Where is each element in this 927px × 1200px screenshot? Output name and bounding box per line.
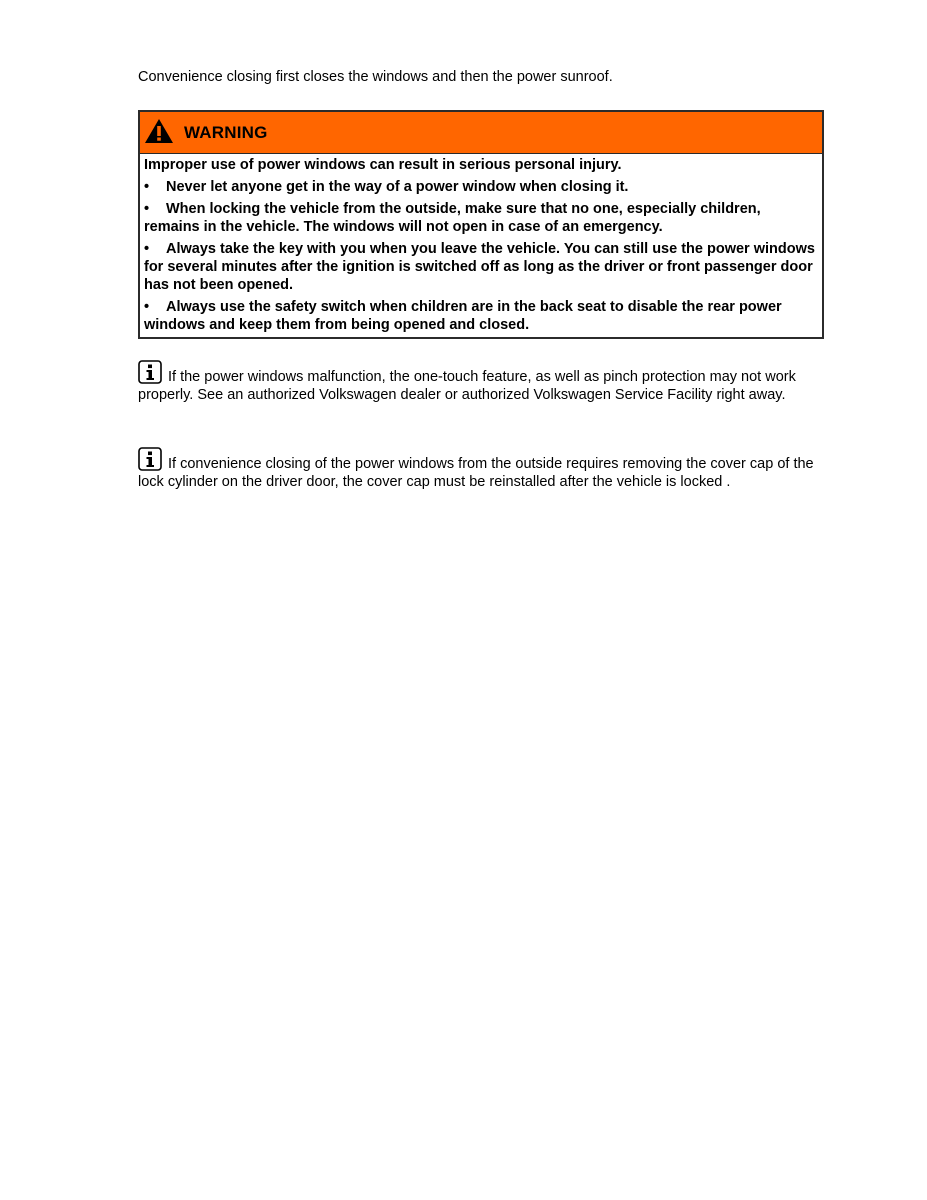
warning-body bbox=[140, 154, 822, 337]
bullet-icon: • bbox=[144, 179, 150, 195]
warning-bullet-text: Always take the key with you when you leave the vehicle. You can still use the power windows for several minutes after the ignition is switched off as long as the driver or front passenger door has not been opened. bbox=[144, 241, 815, 293]
warning-bullet-item bbox=[144, 178, 816, 196]
warning-header bbox=[140, 112, 822, 154]
info-icon bbox=[138, 360, 162, 384]
warning-bullet-text: Always use the safety switch when children are in the back seat to disable the rear power windows and keep them from being opened and closed. bbox=[144, 299, 782, 333]
bullet-icon: • bbox=[144, 299, 150, 315]
warning-bullet-text: Never let anyone get in the way of a power window when closing it. bbox=[166, 179, 629, 195]
info-note bbox=[138, 447, 824, 491]
warning-bullet-item bbox=[144, 240, 816, 294]
warning-bullet-text: When locking the vehicle from the outside, make sure that no one, especially children, remains in the vehicle. The windows will not open in case of an emergency. bbox=[144, 201, 761, 235]
bullet-icon: • bbox=[144, 201, 150, 217]
info-note-text: If the power windows malfunction, the one-touch feature, as well as pinch protection may not work properly. See an authorized Volkswagen dealer or authorized Volkswagen Service Facility right away. bbox=[138, 369, 796, 403]
warning-title: WARNING bbox=[184, 122, 268, 142]
warning-triangle-icon bbox=[144, 118, 174, 144]
warning-lead: Improper use of power windows can result in serious personal injury. bbox=[144, 157, 622, 173]
bullet-icon: • bbox=[144, 241, 150, 257]
warning-box bbox=[138, 110, 824, 339]
info-note bbox=[138, 360, 824, 404]
info-note-text: If convenience closing of the power windows from the outside requires removing the cover cap of the lock cylinder on the driver door, the cover cap must be reinstalled after the vehicle is locked . bbox=[138, 456, 814, 490]
info-icon bbox=[138, 447, 162, 471]
intro-paragraph: Convenience closing first closes the windows and then the power sunroof. bbox=[138, 69, 613, 85]
warning-bullet-item bbox=[144, 298, 816, 334]
warning-bullet-item bbox=[144, 200, 816, 236]
